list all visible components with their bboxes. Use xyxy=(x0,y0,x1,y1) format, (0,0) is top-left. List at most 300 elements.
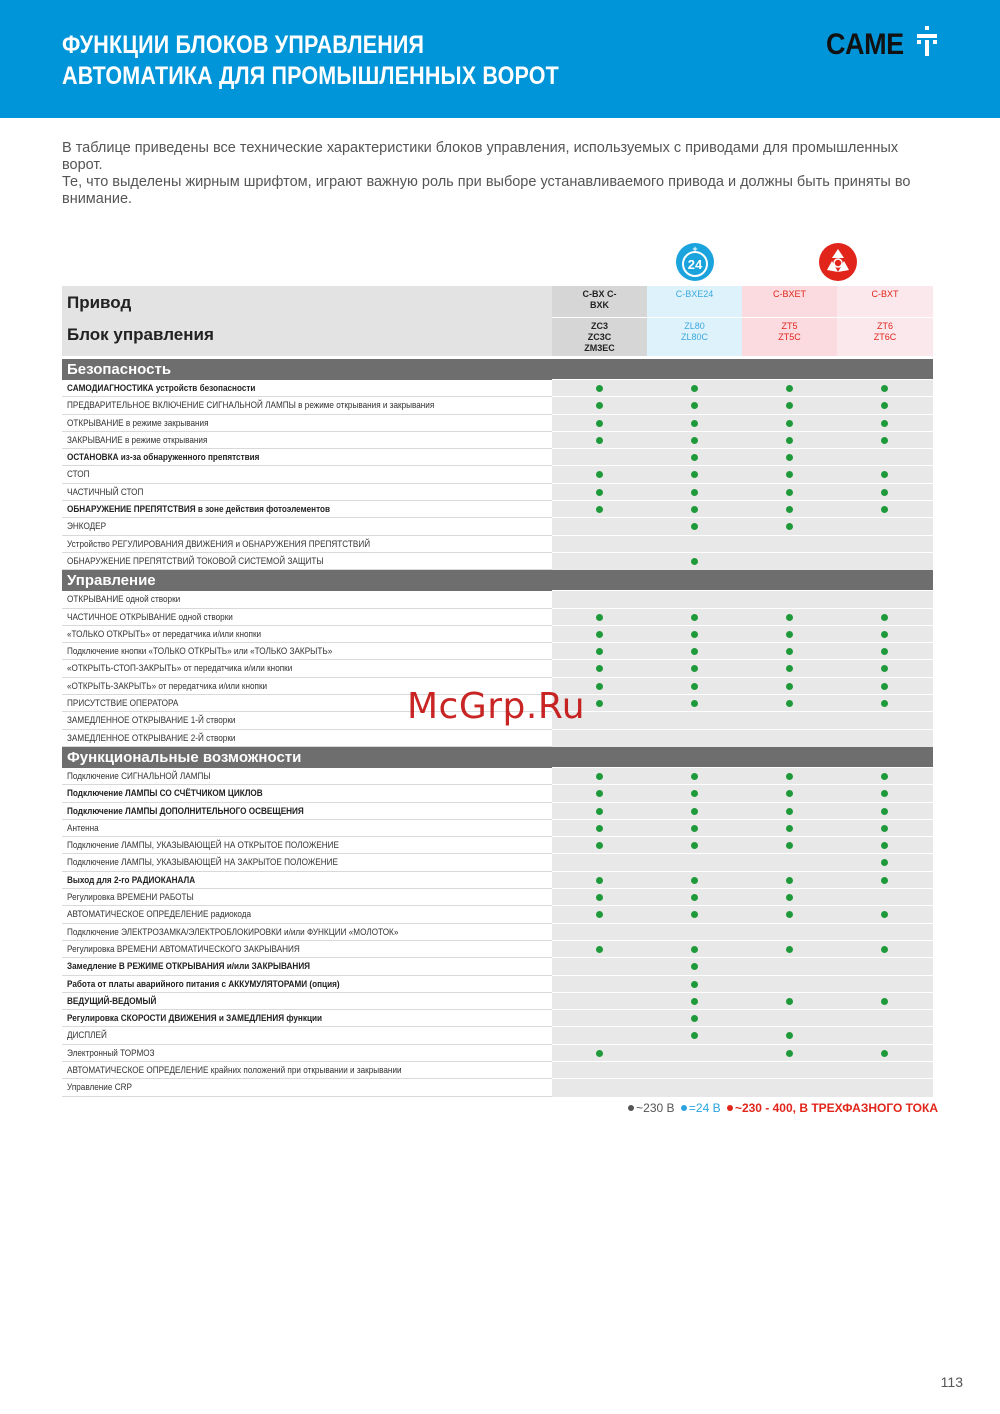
feature-label: ДИСПЛЕЙ xyxy=(67,1030,107,1042)
table-cell xyxy=(742,695,837,712)
table-cell xyxy=(552,906,647,923)
table-row xyxy=(62,484,933,501)
feature-label: ОСТАНОВКА из-за обнаруженного препятствия xyxy=(67,452,260,464)
feature-available-dot-icon xyxy=(596,471,603,478)
feature-available-dot-icon xyxy=(881,506,888,513)
row-cells xyxy=(552,1061,933,1079)
feature-available-dot-icon xyxy=(881,998,888,1005)
feature-available-dot-icon xyxy=(691,981,698,988)
feature-available-dot-icon xyxy=(691,506,698,513)
feature-available-dot-icon xyxy=(786,523,793,530)
table-cell xyxy=(837,609,932,626)
row-cells xyxy=(552,905,933,923)
legend-label: ~230 - 400, В ТРЕХФАЗНОГО ТОКА xyxy=(734,1101,938,1115)
feature-available-dot-icon xyxy=(881,683,888,690)
feature-available-dot-icon xyxy=(786,454,793,461)
table-cell xyxy=(837,924,932,941)
feature-available-dot-icon xyxy=(691,454,698,461)
table-cell xyxy=(647,678,742,695)
table-cell xyxy=(742,415,837,432)
feature-available-dot-icon xyxy=(786,877,793,884)
table-cell xyxy=(647,1062,742,1079)
legend-item-230v xyxy=(625,1101,674,1116)
feature-available-dot-icon xyxy=(691,773,698,780)
table-row xyxy=(62,553,933,570)
table-row xyxy=(62,626,933,643)
row-cells xyxy=(552,396,933,414)
table-cell xyxy=(552,1027,647,1044)
watermark: McGrp.Ru xyxy=(407,686,586,727)
feature-label: Регулировка ВРЕМЕНИ РАБОТЫ xyxy=(67,892,194,904)
feature-available-dot-icon xyxy=(596,842,603,849)
table-cell xyxy=(742,1010,837,1027)
feature-available-dot-icon xyxy=(881,825,888,832)
table-cell xyxy=(647,553,742,570)
table-cell xyxy=(742,660,837,677)
table-row xyxy=(62,1062,933,1079)
blue-dot-icon xyxy=(681,1105,687,1111)
table-cell xyxy=(552,518,647,535)
table-cell xyxy=(837,993,932,1010)
feature-available-dot-icon xyxy=(691,1015,698,1022)
table-cell xyxy=(552,803,647,820)
table-cell xyxy=(837,518,932,535)
table-cell xyxy=(837,626,932,643)
table-cell xyxy=(742,626,837,643)
table-cell xyxy=(742,643,837,660)
feature-available-dot-icon xyxy=(786,489,793,496)
row-cells xyxy=(552,940,933,958)
table-cell xyxy=(647,695,742,712)
feature-available-dot-icon xyxy=(596,683,603,690)
feature-available-dot-icon xyxy=(691,946,698,953)
feature-available-dot-icon xyxy=(786,665,793,672)
feature-available-dot-icon xyxy=(596,773,603,780)
intro-text xyxy=(62,140,942,208)
table-cell xyxy=(837,380,932,397)
feature-label: Устройство РЕГУЛИРОВАНИЯ ДВИЖЕНИЯ и ОБНАРУЖЕНИЯ ПРЕПЯТСТВИЙ xyxy=(67,538,371,550)
feature-available-dot-icon xyxy=(786,808,793,815)
row-cells xyxy=(552,853,933,871)
feature-available-dot-icon xyxy=(596,911,603,918)
feature-available-dot-icon xyxy=(691,437,698,444)
row-cells xyxy=(552,923,933,941)
table-cell xyxy=(837,397,932,414)
table-row xyxy=(62,803,933,820)
table-cell xyxy=(552,609,647,626)
table-row xyxy=(62,397,933,414)
column-units: ZL80 ZL80C xyxy=(680,321,708,342)
table-cell xyxy=(837,976,932,993)
table-cell xyxy=(552,1079,647,1096)
table-row xyxy=(62,415,933,432)
24v-badge-label: 24 xyxy=(687,257,703,272)
table-row xyxy=(62,837,933,854)
table-cell xyxy=(742,1045,837,1062)
feature-label: ЗАМЕДЛЕННОЕ ОТКРЫВАНИЕ 2-Й створки xyxy=(67,732,236,744)
feature-available-dot-icon xyxy=(881,385,888,392)
feature-available-dot-icon xyxy=(691,808,698,815)
table-cell xyxy=(742,1079,837,1096)
row-cells xyxy=(552,1026,933,1044)
feature-available-dot-icon xyxy=(691,998,698,1005)
row-cells xyxy=(552,694,933,712)
feature-available-dot-icon xyxy=(786,420,793,427)
row-cells xyxy=(552,802,933,820)
row-cells xyxy=(552,1009,933,1027)
table-cell xyxy=(647,803,742,820)
three-phase-badge-icon xyxy=(818,242,858,282)
feature-label: ПРЕДВАРИТЕЛЬНОЕ ВКЛЮЧЕНИЕ СИГНАЛЬНОЙ ЛАМПЫ в режиме открывания и закрывания xyxy=(67,400,435,412)
table-cell xyxy=(837,536,932,553)
feature-available-dot-icon xyxy=(786,614,793,621)
feature-available-dot-icon xyxy=(786,700,793,707)
feature-available-dot-icon xyxy=(691,825,698,832)
feature-label: Управление CRP xyxy=(67,1082,132,1094)
table-cell xyxy=(647,941,742,958)
feature-label: ПРИСУТСТВИЕ ОПЕРАТОРА xyxy=(67,698,179,710)
table-cell xyxy=(552,768,647,785)
feature-available-dot-icon xyxy=(691,1032,698,1039)
table-row xyxy=(62,643,933,660)
feature-available-dot-icon xyxy=(786,471,793,478)
table-cell xyxy=(647,976,742,993)
table-row xyxy=(62,854,933,871)
table-cell xyxy=(837,432,932,449)
table-cell xyxy=(742,1062,837,1079)
legend-label: =24 В xyxy=(688,1101,721,1115)
feature-available-dot-icon xyxy=(881,489,888,496)
feature-label: ОТКРЫВАНИЕ в режиме закрывания xyxy=(67,417,209,429)
column-units: ZC3 ZC3C ZM3EC xyxy=(584,321,615,353)
table-cell xyxy=(742,712,837,729)
table-cell xyxy=(552,820,647,837)
table-cell xyxy=(647,518,742,535)
table-row xyxy=(62,1027,933,1044)
legend-item-24v xyxy=(678,1101,721,1116)
row-cells xyxy=(552,767,933,785)
table-cell xyxy=(742,854,837,871)
intro-paragraph-2: Те, что выделены жирным шрифтом, играют важную роль при выборе устанавливаемого привода и должны быть приняты во внимание. xyxy=(62,174,911,207)
table-cell xyxy=(742,837,837,854)
feature-available-dot-icon xyxy=(786,825,793,832)
row-cells xyxy=(552,608,933,626)
feature-available-dot-icon xyxy=(596,790,603,797)
feature-label: Работа от платы аварийного питания с АККУМУЛЯТОРАМИ (опция) xyxy=(67,978,340,990)
feature-label: ЗАКРЫВАНИЕ в режиме открывания xyxy=(67,434,208,446)
table-cell xyxy=(837,785,932,802)
row-cells xyxy=(552,1078,933,1096)
feature-available-dot-icon xyxy=(881,842,888,849)
table-cell xyxy=(552,660,647,677)
feature-available-dot-icon xyxy=(691,894,698,901)
column-drive: C-BX C-BXK xyxy=(582,289,617,310)
came-logo xyxy=(826,26,946,66)
feature-label: Антенна xyxy=(67,822,99,834)
gray-dot-icon xyxy=(628,1105,634,1111)
section-header: Функциональные возможности xyxy=(62,747,933,768)
table-cell xyxy=(837,889,932,906)
table-cell xyxy=(552,432,647,449)
row-cells xyxy=(552,414,933,432)
section-header: Безопасность xyxy=(62,359,933,380)
table-cell xyxy=(647,889,742,906)
column-drive: C-BXT xyxy=(871,289,899,299)
row-cells xyxy=(552,465,933,483)
feature-available-dot-icon xyxy=(596,506,603,513)
row-cells xyxy=(552,500,933,518)
row-cells xyxy=(552,535,933,553)
feature-label: Подключение ЛАМПЫ СО СЧЁТЧИКОМ ЦИКЛОВ xyxy=(67,788,263,800)
table-cell xyxy=(742,380,837,397)
table-row xyxy=(62,958,933,975)
table-cell xyxy=(742,501,837,518)
table-cell xyxy=(552,730,647,747)
feature-available-dot-icon xyxy=(596,437,603,444)
table-cell xyxy=(552,889,647,906)
feature-available-dot-icon xyxy=(691,489,698,496)
feature-label: САМОДИАГНОСТИКА устройств безопасности xyxy=(67,383,256,394)
feature-available-dot-icon xyxy=(691,911,698,918)
table-cell xyxy=(647,643,742,660)
column-header-c-bxe24 xyxy=(647,286,742,356)
table-cell xyxy=(647,872,742,889)
table-cell xyxy=(837,591,932,608)
table-cell xyxy=(647,1045,742,1062)
page-title xyxy=(62,30,559,92)
feature-available-dot-icon xyxy=(881,437,888,444)
table-cell xyxy=(837,768,932,785)
feature-available-dot-icon xyxy=(691,631,698,638)
table-cell xyxy=(647,730,742,747)
feature-available-dot-icon xyxy=(786,1032,793,1039)
table-cell xyxy=(837,803,932,820)
table-cell xyxy=(837,1079,932,1096)
feature-available-dot-icon xyxy=(881,808,888,815)
feature-label: Выход для 2-го РАДИОКАНАЛА xyxy=(67,874,196,886)
feature-available-dot-icon xyxy=(786,631,793,638)
feature-available-dot-icon xyxy=(596,665,603,672)
table-row xyxy=(62,536,933,553)
feature-label: ВЕДУЩИЙ-ВЕДОМЫЙ xyxy=(67,995,157,1007)
column-drive: C-BXE24 xyxy=(675,289,714,299)
table-cell xyxy=(742,785,837,802)
table-cell xyxy=(552,643,647,660)
svg-text:+: + xyxy=(692,244,698,254)
table-cell xyxy=(837,941,932,958)
feature-available-dot-icon xyxy=(691,877,698,884)
table-cell xyxy=(742,397,837,414)
feature-available-dot-icon xyxy=(786,911,793,918)
column-header-c-bx xyxy=(552,286,647,356)
table-cell xyxy=(837,906,932,923)
feature-available-dot-icon xyxy=(691,523,698,530)
table-row xyxy=(62,906,933,923)
table-cell xyxy=(837,712,932,729)
table-cell xyxy=(647,591,742,608)
intro-paragraph-1: В таблице приведены все технические характеристики блоков управления, используемых с приводами для промышленных ворот. xyxy=(62,140,899,173)
table-cell xyxy=(742,803,837,820)
table-row xyxy=(62,380,933,397)
table-cell xyxy=(647,432,742,449)
table-cell xyxy=(647,415,742,432)
table-cell xyxy=(647,854,742,871)
feature-label: ОТКРЫВАНИЕ одной створки xyxy=(67,594,181,606)
feature-available-dot-icon xyxy=(786,683,793,690)
table-cell xyxy=(647,924,742,941)
row-cells xyxy=(552,888,933,906)
table-cell xyxy=(837,415,932,432)
row-cells xyxy=(552,677,933,695)
feature-label: ОБНАРУЖЕНИЕ ПРЕПЯТСТВИЯ в зоне действия фотоэлементов xyxy=(67,504,331,516)
feature-available-dot-icon xyxy=(786,385,793,392)
table-row xyxy=(62,449,933,466)
row-cells xyxy=(552,483,933,501)
feature-available-dot-icon xyxy=(881,420,888,427)
table-cell xyxy=(552,872,647,889)
table-row xyxy=(62,432,933,449)
table-cell xyxy=(742,609,837,626)
table-row xyxy=(62,785,933,802)
feature-available-dot-icon xyxy=(786,842,793,849)
table-cell xyxy=(552,484,647,501)
table-row xyxy=(62,941,933,958)
table-cell xyxy=(552,553,647,570)
red-dot-icon xyxy=(727,1105,733,1111)
row-cells xyxy=(552,448,933,466)
table-cell xyxy=(837,695,932,712)
table-cell xyxy=(647,768,742,785)
feature-label: Подключение СИГНАЛЬНОЙ ЛАМПЫ xyxy=(67,770,211,782)
table-cell xyxy=(647,1079,742,1096)
table-cell xyxy=(647,1027,742,1044)
table-cell xyxy=(742,768,837,785)
feature-available-dot-icon xyxy=(881,631,888,638)
row-cells xyxy=(552,1044,933,1062)
row-cells xyxy=(552,784,933,802)
table-cell xyxy=(552,380,647,397)
table-cell xyxy=(742,730,837,747)
feature-available-dot-icon xyxy=(786,946,793,953)
table-row xyxy=(62,872,933,889)
table-cell xyxy=(647,993,742,1010)
table-cell xyxy=(742,993,837,1010)
table-cell xyxy=(552,854,647,871)
table-cell xyxy=(647,660,742,677)
section-header: Управление xyxy=(62,570,933,591)
table-cell xyxy=(742,678,837,695)
row-cells xyxy=(552,431,933,449)
legend-label: ~230 В xyxy=(636,1101,675,1115)
table-cell xyxy=(552,993,647,1010)
table-cell xyxy=(647,626,742,643)
table-cell xyxy=(742,518,837,535)
feature-available-dot-icon xyxy=(691,683,698,690)
voltage-legend xyxy=(625,1101,938,1116)
feature-available-dot-icon xyxy=(691,842,698,849)
table-cell xyxy=(742,484,837,501)
table-cell xyxy=(742,872,837,889)
feature-available-dot-icon xyxy=(881,665,888,672)
feature-available-dot-icon xyxy=(691,558,698,565)
table-cell xyxy=(552,976,647,993)
table-cell xyxy=(837,730,932,747)
table-cell xyxy=(837,820,932,837)
feature-available-dot-icon xyxy=(596,894,603,901)
feature-label: ЗАМЕДЛЕННОЕ ОТКРЫВАНИЕ 1-Й створки xyxy=(67,715,236,727)
table-cell xyxy=(647,536,742,553)
table-cell xyxy=(742,449,837,466)
feature-label: «ОТКРЫТЬ-ЗАКРЫТЬ» от передатчика и/или кнопки xyxy=(67,680,268,692)
table-cell xyxy=(837,553,932,570)
table-row xyxy=(62,518,933,535)
table-cell xyxy=(742,466,837,483)
title-line-1: ФУНКЦИИ БЛОКОВ УПРАВЛЕНИЯ xyxy=(62,31,425,59)
table-cell xyxy=(837,1027,932,1044)
table-cell xyxy=(647,501,742,518)
table-cell xyxy=(837,958,932,975)
table-cell xyxy=(552,397,647,414)
table-cell xyxy=(742,553,837,570)
table-cell xyxy=(837,466,932,483)
feature-label: Замедление В РЕЖИМЕ ОТКРЫВАНИЯ и/или ЗАКРЫВАНИЯ xyxy=(67,961,311,973)
table-cell xyxy=(647,906,742,923)
table-row xyxy=(62,976,933,993)
table-row xyxy=(62,730,933,747)
feature-available-dot-icon xyxy=(881,911,888,918)
table-row xyxy=(62,1079,933,1096)
table-cell xyxy=(647,466,742,483)
table-cell xyxy=(552,415,647,432)
table-cell xyxy=(552,536,647,553)
feature-available-dot-icon xyxy=(786,1050,793,1057)
row-cells xyxy=(552,992,933,1010)
feature-available-dot-icon xyxy=(596,631,603,638)
feature-table xyxy=(62,359,933,1097)
feature-available-dot-icon xyxy=(691,648,698,655)
table-cell xyxy=(552,924,647,941)
table-row xyxy=(62,768,933,785)
table-cell xyxy=(837,678,932,695)
table-cell xyxy=(552,1045,647,1062)
table-cell xyxy=(837,643,932,660)
feature-available-dot-icon xyxy=(881,877,888,884)
feature-label: Регулировка СКОРОСТИ ДВИЖЕНИЯ и ЗАМЕДЛЕНИЯ функции xyxy=(67,1013,323,1025)
table-cell xyxy=(837,872,932,889)
table-cell xyxy=(647,820,742,837)
feature-label: «ОТКРЫТЬ-СТОП-ЗАКРЫТЬ» от передатчика и/или кнопки xyxy=(67,663,293,675)
feature-available-dot-icon xyxy=(596,1050,603,1057)
page-number: 113 xyxy=(940,1374,963,1390)
table-cell xyxy=(837,854,932,871)
feature-available-dot-icon xyxy=(881,648,888,655)
table-row xyxy=(62,1010,933,1027)
feature-available-dot-icon xyxy=(691,963,698,970)
table-cell xyxy=(837,449,932,466)
table-cell xyxy=(552,785,647,802)
feature-label: Регулировка ВРЕМЕНИ АВТОМАТИЧЕСКОГО ЗАКРЫВАНИЯ xyxy=(67,943,300,955)
header-banner xyxy=(0,0,1000,118)
feature-label: ЧАСТИЧНЫЙ СТОП xyxy=(67,486,144,498)
feature-available-dot-icon xyxy=(786,998,793,1005)
table-row xyxy=(62,924,933,941)
feature-available-dot-icon xyxy=(596,877,603,884)
table-cell xyxy=(742,432,837,449)
title-line-2: АВТОМАТИКА ДЛЯ ПРОМЫШЛЕННЫХ ВОРОТ xyxy=(62,62,559,90)
row-cells xyxy=(552,379,933,397)
row-cells xyxy=(552,819,933,837)
drive-label: Привод xyxy=(67,293,132,312)
